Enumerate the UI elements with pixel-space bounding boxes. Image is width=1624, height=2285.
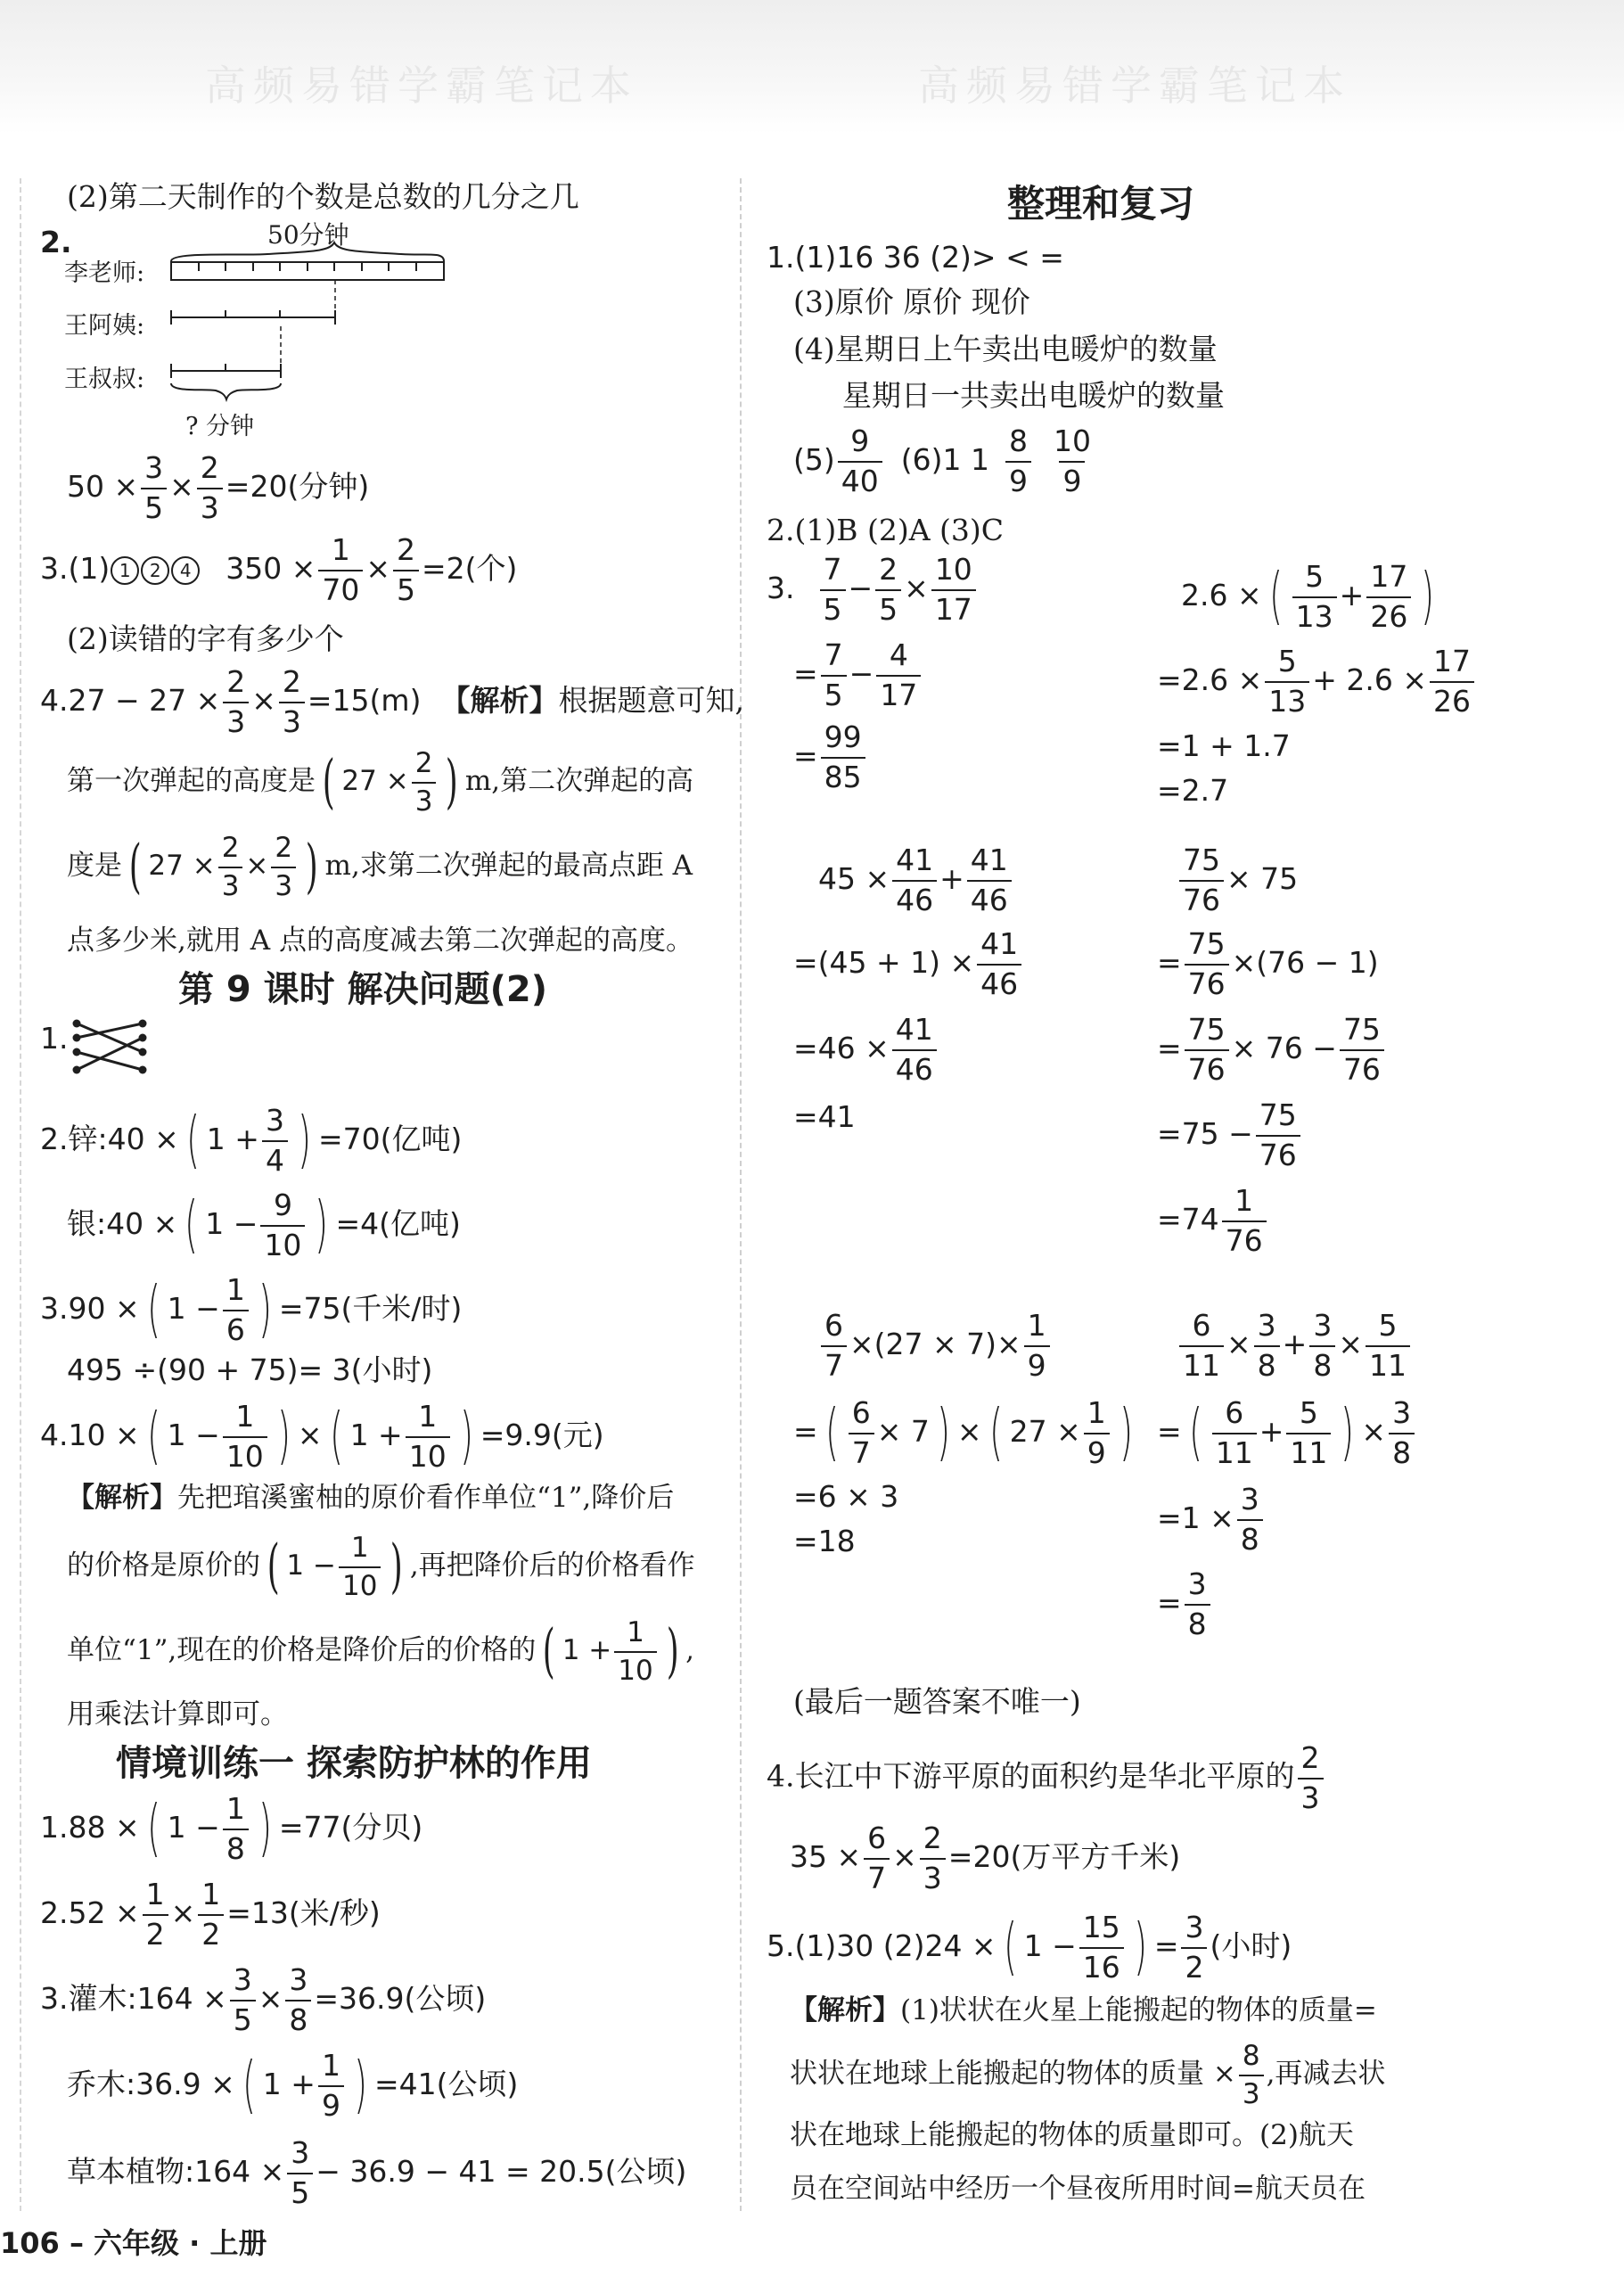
diagram-unknown-label: ? 分钟 xyxy=(185,413,255,440)
c4-line-3: =46 × $\frac{41}{46}$ xyxy=(793,1015,939,1085)
c4r-line-1: $\frac{75}{76}$ × 75 xyxy=(1177,845,1298,916)
p4-analysis-2: 的价格是原价的 ( 1 − $\frac{1}{10}$ ) ,再把降价后的价格看作 xyxy=(67,1532,695,1602)
left-line-1: (2)第二天制作的个数是总数的几分之几 xyxy=(67,179,579,214)
c5r-line-3: =1 × $\frac{3}{8}$ xyxy=(1157,1484,1266,1555)
q3-line-2: (2)读错的字有多少个 xyxy=(67,621,344,656)
q4-line-2: 第一次弹起的高度是 ( 27 × $\frac{2}{3}$ ) m,第二次弹起的高 xyxy=(67,747,694,818)
c5-line-4: =18 xyxy=(793,1524,856,1558)
q4-line-1: 4.27 − 27 × $\frac{2}{3}$ × $\frac{2}{3}$ =15(m) 【解析】根据题意可知, xyxy=(40,664,744,739)
r1-line-2: (3)原价 原价 现价 xyxy=(793,284,1030,319)
c4-line-1: 45 × $\frac{41}{46}$ + $\frac{41}{46}$ xyxy=(818,845,1014,916)
s1: 1.88 × ( 1 − $\frac{1}{8}$ ) =77(分贝) xyxy=(40,1791,423,1866)
q4-line-3: 度是 ( 27 × $\frac{2}{3}$ × $\frac{2}{3}$ ) m,求第二次弹起的最高点距 A xyxy=(67,832,693,902)
c5-line-3: =6 × 3 xyxy=(793,1479,899,1514)
c3r-line-4: =2.7 xyxy=(1157,773,1229,808)
q2-number: 2. xyxy=(40,225,72,259)
c4-line-2: =(45 + 1) × $\frac{41}{46}$ xyxy=(793,929,1024,999)
c3r-line-1: 2.6 × ( $\frac{5}{13}$ + $\frac{17}{26}$ ) xyxy=(1181,559,1435,634)
c5-line-1: $\frac{6}{7}$ ×(27 × 7)× $\frac{1}{9}$ xyxy=(818,1311,1053,1381)
c5r-line-1: $\frac{6}{11}$ × $\frac{3}{8}$ + $\frac{3}{8}$ × $\frac{5}{11}$ xyxy=(1177,1311,1413,1381)
c4r-line-2: = $\frac{75}{76}$ ×(76 − 1) xyxy=(1157,926,1379,1001)
c4r-line-4: =75 − $\frac{75}{76}$ xyxy=(1157,1100,1303,1171)
c3-line-2: = $\frac{7}{5}$ − $\frac{4}{17}$ xyxy=(793,640,923,711)
circled-1: 1 xyxy=(111,556,139,585)
q3-line-1: 3.(1) 1 2 4 350 × $\frac{1}{70}$ × $\frac{2}{5}$ =2(个) xyxy=(40,532,518,607)
r1-line-5: (5) $\frac{9}{40}$ (6)1 1 $\frac{8}{9}$ $\frac{10}{9}$ xyxy=(793,423,1091,498)
answer-note: (最后一题答案不唯一) xyxy=(793,1684,1081,1719)
circled-2: 2 xyxy=(141,556,169,585)
c3r-line-3: =1 + 1.7 xyxy=(1157,728,1291,763)
s3-shrub: 3.灌木:164 × $\frac{3}{5}$ × $\frac{3}{8}$ =36.9(公顷) xyxy=(40,1962,487,2037)
c4r-line-3: = $\frac{75}{76}$ × 76 − $\frac{75}{76}$ xyxy=(1157,1015,1387,1085)
c3-line-1: 3. $\frac{7}{5}$ − $\frac{2}{5}$ × $\frac{10}{17}$ xyxy=(767,555,979,625)
p4-line-1: 4.10 × ( 1 − $\frac{1}{10}$ ) × ( 1 + $\frac{1}{10}$ ) =9.9(元) xyxy=(40,1399,604,1474)
c3-line-3: = $\frac{99}{85}$ xyxy=(793,722,868,793)
header-watermark-right: 高频易错学霸笔记本 xyxy=(918,62,1351,110)
page-number: 106 – xyxy=(0,2226,84,2260)
r1-line-4: 星期日一共卖出电暖炉的数量 xyxy=(842,378,1225,413)
c5-line-2: = ( $\frac{6}{7}$ × 7 ) × ( 27 × $\frac{1}{9}$ ) xyxy=(793,1395,1133,1470)
column-divider xyxy=(740,178,742,2211)
circled-4: 4 xyxy=(171,556,200,585)
c5r-line-2: = ( $\frac{6}{11}$ + $\frac{5}{11}$ ) × $\frac{3}{8}$ xyxy=(1157,1398,1417,1468)
p2-silver: 银:40 × ( 1 − $\frac{9}{10}$ ) =4(亿吨) xyxy=(67,1188,461,1262)
p4-analysis-1: 【解析】先把琯溪蜜柚的原价看作单位“1”,降价后 xyxy=(67,1482,675,1514)
p3-line-2: 495 ÷(90 + 75)= 3(小时) xyxy=(67,1352,433,1387)
p3-line-1: 3.90 × ( 1 − $\frac{1}{6}$ ) =75(千米/时) xyxy=(40,1272,463,1347)
r5-analysis-4: 员在空间站中经历一个昼夜所用时间=航天员在 xyxy=(790,2173,1366,2205)
q2-brace-label: 50分钟 xyxy=(267,220,349,250)
r5-analysis-2: 状状在地球上能搬起的物体的质量 × $\frac{8}{3}$ ,再减去状 xyxy=(790,2040,1386,2110)
r1-line-3: (4)星期日上午卖出电暖炉的数量 xyxy=(793,332,1218,366)
c5r-line-4: = $\frac{3}{8}$ xyxy=(1157,1569,1213,1640)
p4-analysis-4: 用乘法计算即可。 xyxy=(67,1698,288,1730)
diagram-row-li: 李老师: xyxy=(64,259,145,287)
r4-line-1: 4.长江中下游平原的面积约是华北平原的 $\frac{2}{3}$ xyxy=(767,1743,1326,1813)
q2-equation: 50 × $\frac{3}{5}$ × $\frac{2}{3}$ =20(分钟) xyxy=(67,450,370,525)
c3r-line-2: =2.6 × $\frac{5}{13}$ + 2.6 × $\frac{17}{26}$ xyxy=(1157,646,1477,717)
diagram-row-wang-ayi: 王阿姨: xyxy=(64,312,145,340)
section-heading-scenario: 情境训练一 探索防护林的作用 xyxy=(116,1743,592,1784)
s3-tree: 乔木:36.9 × ( 1 + $\frac{1}{9}$ ) =41(公顷) xyxy=(67,2048,519,2123)
s2: 2.52 × $\frac{1}{2}$ × $\frac{1}{2}$ =13(米/秒) xyxy=(40,1877,381,1952)
c4r-line-5: =74 $\frac{1}{76}$ xyxy=(1157,1186,1269,1256)
left-margin-line xyxy=(20,178,21,2211)
r2: 2.(1)B (2)A (3)C xyxy=(767,513,1005,547)
section-heading-lesson-9: 第 9 课时 解决问题(2) xyxy=(178,969,548,1010)
r5-analysis-1: 【解析】(1)状状在火星上能搬起的物体的质量= xyxy=(790,1994,1377,2026)
diagram-row-wang-shushu: 王叔叔: xyxy=(64,366,145,393)
matching-lines-figure xyxy=(71,1016,152,1079)
q4-line-4: 点多少米,就用 A 点的高度减去第二次弹起的高度。 xyxy=(67,925,693,957)
c4-line-4: =41 xyxy=(793,1099,856,1134)
section-heading-review: 整理和复习 xyxy=(1007,182,1195,226)
s3-herb: 草本植物:164 × $\frac{3}{5}$ − 36.9 − 41 = 20.5(公顷) xyxy=(67,2135,687,2210)
p1-number: 1. xyxy=(40,1021,69,1056)
r4-line-2: 35 × $\frac{6}{7}$ × $\frac{2}{3}$ =20(万平方千米) xyxy=(790,1821,1181,1895)
r5-line-1: 5.(1)30 (2)24 × ( 1 − $\frac{15}{16}$ ) = $\frac{3}{2}$ (小时) xyxy=(767,1910,1292,1985)
p4-analysis-3: 单位“1”,现在的价格是降价后的价格的 ( 1 + $\frac{1}{10}$ ) , xyxy=(67,1616,694,1687)
r5-analysis-3: 状在地球上能搬起的物体的质量即可。(2)航天 xyxy=(790,2119,1354,2151)
r1-line-1: 1.(1)16 36 (2)> < = xyxy=(767,240,1064,275)
header-watermark: 高频易错学霸笔记本 xyxy=(205,62,638,110)
grade-label: 六年级 · 上册 xyxy=(94,2226,267,2260)
p2-zinc: 2.锌:40 × ( 1 + $\frac{3}{4}$ ) =70(亿吨) xyxy=(40,1103,463,1178)
